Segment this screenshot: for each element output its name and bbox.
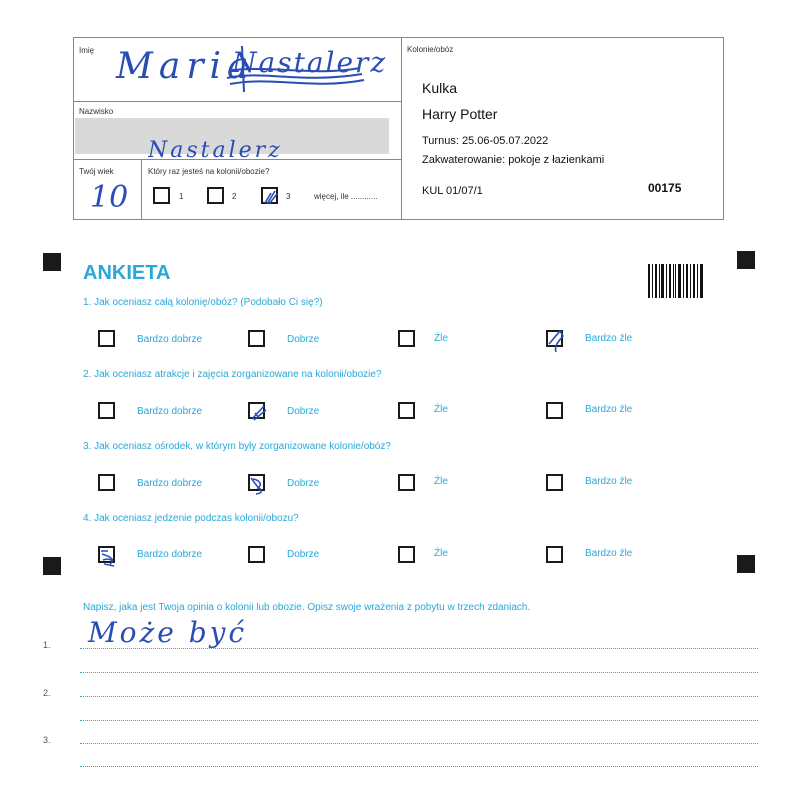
check-scribble-icon	[100, 548, 122, 568]
q2-option-bardzo-dobrze[interactable]	[98, 402, 115, 419]
registration-marker-tl	[43, 253, 61, 271]
q1-option-dobrze[interactable]	[248, 330, 265, 347]
q3-label-dobrze: Dobrze	[287, 478, 320, 489]
q3-label-zle: Źle	[434, 476, 448, 487]
q3-option-dobrze[interactable]	[248, 474, 265, 491]
q4-label-bardzo-zle: Bardzo źle	[585, 548, 633, 559]
age-divider	[141, 159, 142, 220]
q2-label-bardzo-dobrze: Bardzo dobrze	[137, 406, 203, 417]
q3-label-bardzo-dobrze: Bardzo dobrze	[137, 478, 203, 489]
header-divider	[401, 37, 402, 220]
line-number-2: 2.	[43, 688, 51, 698]
age-label: Twój wiek	[79, 167, 114, 176]
q2-option-bardzo-zle[interactable]	[546, 402, 563, 419]
name-divider	[73, 101, 401, 102]
q4-label-zle: Źle	[434, 548, 448, 559]
registration-marker-tr	[737, 251, 755, 269]
q1-label-dobrze: Dobrze	[287, 334, 320, 345]
q4-option-dobrze[interactable]	[248, 546, 265, 563]
times-checkbox-3[interactable]	[261, 187, 278, 204]
name-crossed-value: Nastalerz	[232, 46, 388, 79]
line-number-1: 1.	[43, 640, 51, 650]
check-scribble-icon	[263, 189, 280, 206]
opinion-line-1b[interactable]	[80, 672, 758, 673]
camp-theme: Harry Potter	[422, 106, 498, 122]
question-1: 1. Jak oceniasz całą kolonię/obóz? (Podobało Ci się?)	[83, 297, 323, 308]
check-scribble-icon	[548, 330, 568, 354]
age-value[interactable]: 10	[90, 180, 129, 215]
q4-option-bardzo-dobrze[interactable]	[98, 546, 115, 563]
opinion-answer[interactable]: Może być	[88, 616, 248, 649]
q4-option-zle[interactable]	[398, 546, 415, 563]
surname-value[interactable]: Nastalerz	[148, 138, 283, 158]
q2-option-zle[interactable]	[398, 402, 415, 419]
times-more: więcej, ile ............	[314, 192, 378, 201]
q4-option-bardzo-zle[interactable]	[546, 546, 563, 563]
accommodation: Zakwaterowanie: pokoje z łazienkami	[422, 154, 605, 166]
q1-label-bardzo-dobrze: Bardzo dobrze	[137, 334, 203, 345]
question-3: 3. Jak oceniasz ośrodek, w którym były zorganizowane kolonie/obóz?	[83, 441, 391, 452]
camp-code: KUL 01/07/1	[422, 185, 483, 197]
times-checkbox-2[interactable]	[207, 187, 224, 204]
question-4: 4. Jak oceniasz jedzenie podczas kolonii/obozu?	[83, 513, 299, 524]
q1-option-bardzo-dobrze[interactable]	[98, 330, 115, 347]
q3-option-bardzo-dobrze[interactable]	[98, 474, 115, 491]
q1-option-zle[interactable]	[398, 330, 415, 347]
opinion-prompt: Napisz, jaka jest Twoja opinia o kolonii lub obozie. Opisz swoje wrażenia z pobytu w trzech zdaniach.	[83, 602, 531, 613]
q3-option-zle[interactable]	[398, 474, 415, 491]
q4-label-dobrze: Dobrze	[287, 549, 320, 560]
barcode	[648, 264, 704, 298]
q3-option-bardzo-zle[interactable]	[546, 474, 563, 491]
q2-label-dobrze: Dobrze	[287, 406, 320, 417]
form-number: 00175	[648, 181, 682, 195]
q4-label-bardzo-dobrze: Bardzo dobrze	[137, 549, 203, 560]
camp-label: Kolonie/obóz	[407, 45, 454, 54]
opinion-line-2a[interactable]	[80, 696, 758, 697]
camp-name: Kulka	[422, 80, 458, 96]
name-label: Imię	[79, 46, 95, 55]
check-scribble-icon	[250, 404, 268, 422]
q1-label-zle: Źle	[434, 333, 448, 344]
opinion-line-2b[interactable]	[80, 720, 758, 721]
opinion-line-3a[interactable]	[80, 743, 758, 744]
scribble-strike	[222, 40, 372, 100]
q1-label-bardzo-zle: Bardzo źle	[585, 333, 633, 344]
times-label: Który raz jesteś na kolonii/obozie?	[148, 167, 270, 176]
opinion-line-3b[interactable]	[80, 766, 758, 767]
times-option-3: 3	[286, 192, 291, 201]
registration-marker-bl	[43, 557, 61, 575]
check-scribble-icon	[250, 476, 268, 496]
turnus: Turnus: 25.06-05.07.2022	[422, 135, 549, 147]
times-checkbox-1[interactable]	[153, 187, 170, 204]
q2-label-zle: Źle	[434, 404, 448, 415]
q2-option-dobrze[interactable]	[248, 402, 265, 419]
survey-title: ANKIETA	[83, 262, 171, 284]
q3-label-bardzo-zle: Bardzo źle	[585, 476, 633, 487]
q1-option-bardzo-zle[interactable]	[546, 330, 563, 347]
surname-divider	[73, 159, 401, 160]
q2-label-bardzo-zle: Bardzo źle	[585, 404, 633, 415]
surname-label: Nazwisko	[79, 107, 114, 116]
times-option-2: 2	[232, 192, 237, 201]
question-2: 2. Jak oceniasz atrakcje i zajęcia zorganizowane na kolonii/obozie?	[83, 369, 382, 380]
name-value[interactable]: Maria	[116, 46, 255, 87]
opinion-line-1a[interactable]	[80, 648, 758, 649]
registration-marker-br	[737, 555, 755, 573]
line-number-3: 3.	[43, 735, 51, 745]
times-option-1: 1	[179, 192, 184, 201]
